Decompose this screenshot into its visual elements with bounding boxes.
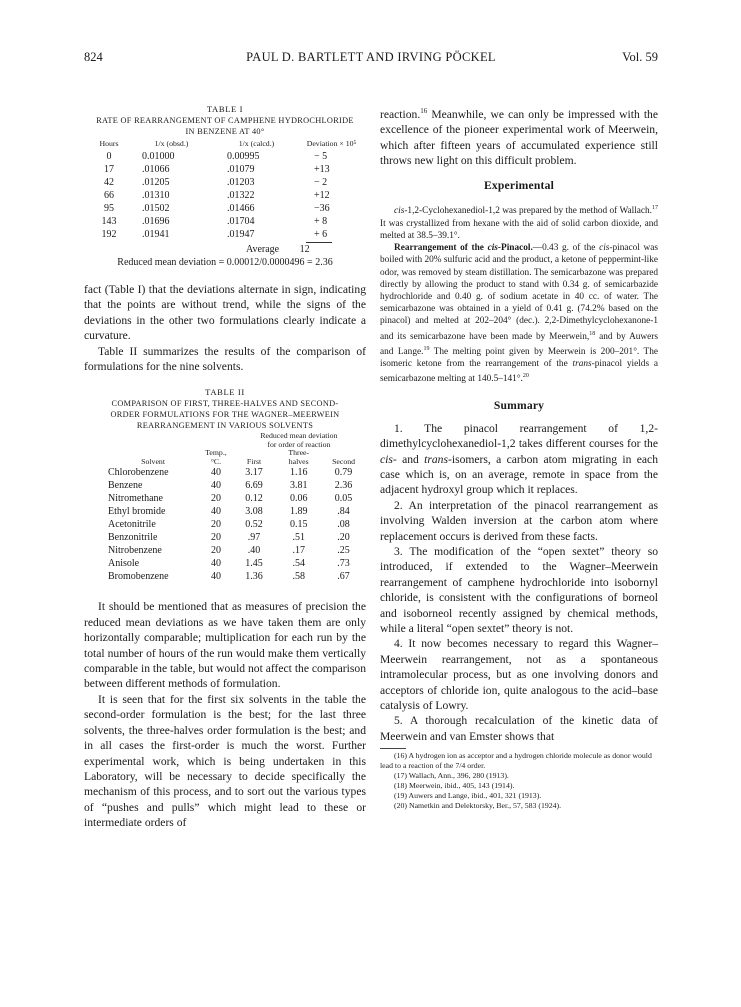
footnote-rule: [380, 748, 406, 749]
table-row: Benzene 40 6.69 3.81 2.36: [108, 480, 353, 492]
table2: [106, 432, 366, 583]
table-row: Ethyl bromide 40 3.08 1.89 .84: [108, 506, 350, 518]
summary-item-5: 5. A thorough recalculation of the kinetic data of Meerwein and van Emster shows that: [380, 714, 658, 743]
table-row: Anisole 40 1.45 .54 .73: [108, 558, 350, 570]
table-row: 66 .01310 .01322 +12: [104, 190, 330, 201]
table1: [90, 139, 365, 241]
table1-col-hours: Hours: [99, 139, 119, 148]
experimental-heading: Experimental: [483, 179, 555, 193]
table2-col-solvent: Solvent: [141, 456, 165, 466]
table-row: Benzonitrile 20 .97 .51 .20: [108, 532, 350, 544]
table2-caption-line1: COMPARISON OF FIRST, THREE-HALVES AND SECOND-: [111, 399, 339, 409]
summary-heading: Summary: [493, 398, 545, 412]
table2-col-temp: Temp., °C.: [205, 448, 227, 466]
footnote-16: (16) A hydrogen ion as acceptor and a hydrogen chloride molecule as donor would lead to a reaction of the 7/4 order.: [380, 751, 652, 771]
volume-label: Vol. 59: [622, 50, 658, 64]
table-row: Acetonitrile 20 0.52 0.15 .08: [108, 519, 350, 531]
experimental-paragraph-2: Rearrangement of the cis-Pinacol.—0.43 g. of the cis-pinacol was boiled with 20% sulfuric acid and the product, a ketone of peppermint-like odor, was removed by steam distillation. The semicarbazone was prepared directly by allowing the product to stand with 0.34 g. of semicarbazide hydrochloride and 0.40 g. of sodium acetate in 40 cc. of water. The semicarbazone was obtained in a yield of 0.41 g. (74.2% based on the pinacol) and melted at 202–204° (dec.). 2,2-Dimethylcyclohexanone-1 and its semicarbazone have been made by Meerwein,$^{18}$ and by Auwers and Lange.$^{19}$ The melting point given by Meerwein is 200–201°. The isomeric ketone from the rearrangement of the trans-pinacol yields a semicarbazone melting at 140.5–141°.$^{20}$: [380, 243, 658, 385]
table1-col-obsd: 1/x (obsd.): [154, 139, 189, 148]
table-row: Chlorobenzene 40 3.17 1.16 0.79: [108, 467, 353, 479]
left-paragraph-1: fact (Table I) that the deviations alternate in sign, indicating that the points are without trend, while the signs of the deviations in the other two formulations clearly indicate a curvature.: [84, 283, 366, 343]
right-paragraph-1: reaction.$^{16}$ Meanwhile, we can only be impressed with the excellence of the pioneer experimental work of Meerwein, which after fifteen years of accumulated experience still throws new light on this difficult problem.: [380, 107, 658, 168]
summary-item-2: 2. An interpretation of the pinacol rearrangement as involving Walden inversion at the carbon atom where replacement occurs is derived from these facts.: [380, 498, 658, 543]
page-number: 824: [84, 50, 103, 64]
table-row: Nitrobenzene 20 .40 .17 .25: [108, 545, 350, 557]
table2-group-header: Reduced mean deviation for order of reaction: [260, 431, 338, 449]
table-row: 95 .01502 .01466 −36: [104, 203, 330, 214]
summary-item-4: 4. It now becomes necessary to regard this Wagner–Meerwein rearrangement, not as a spontaneous intramolecular process, but as one involving donors and acceptors of chloride ion, quite analogous to the acid–base catalysis of Lowry.: [380, 637, 658, 713]
table2-col-first: First: [246, 456, 262, 466]
footnote-19: (19) Auwers and Lange, ibid., 401, 321 (1913).: [394, 791, 542, 801]
table2-caption-line2: ORDER FORMULATIONS FOR THE WAGNER–MEERWEIN: [110, 410, 340, 420]
footnote-20: (20) Nametkin and Delektorsky, Ber., 57, 583 (1924).: [394, 801, 562, 811]
running-header: [84, 50, 658, 68]
right-column: [380, 104, 658, 811]
running-title: PAUL D. BARTLETT AND IRVING PÖCKEL: [246, 50, 496, 64]
table1-label: TABLE I: [206, 104, 244, 114]
left-paragraph-3: It should be mentioned that as measures of precision the reduced mean deviations as we have taken them are only horizontally comparable; multiplication for each run by the total number of hours of the run would make them vertically comparable in the table, but would not affect the comparison between different methods of formulation.: [84, 600, 366, 691]
table2-header-row: [106, 449, 366, 466]
table-row: 17 .01066 .01079 +13: [104, 164, 330, 175]
average-value: 12: [299, 244, 310, 255]
table2-label: TABLE II: [205, 387, 245, 398]
table1-col-calcd: 1/x (calcd.): [238, 139, 275, 148]
footnote-17: (17) Wallach, Ann., 396, 280 (1913).: [394, 771, 509, 781]
table1-header-row: [90, 139, 365, 150]
average-rule: [306, 242, 332, 243]
left-paragraph-2: Table II summarizes the results of the comparison of formulations for the nine solvents.: [84, 344, 366, 374]
experimental-paragraph-1: cis-1,2-Cyclohexanediol-1,2 was prepared by the method of Wallach.$^{17}$ It was crystallized from hexane with the aid of solid carbon dioxide, and melted at 38.5–39.1°.: [380, 205, 658, 241]
left-column: [84, 104, 366, 831]
table2-col-three-halves: Three- halves: [288, 448, 310, 466]
table-row: 0 0.01000 0.00995 − 5: [106, 151, 328, 162]
left-paragraph-4: It is seen that for the first six solvents in the table the second-order formulation is the best; for the last three solvents, the three-halves order formulation is the best; and in all cases the first-order is much the worst. Further experimental work, which is being undertaken in this Laboratory, will be necessary to decide specifically the mechanism of this process, and to sort out the various types of “pushes and pulls” which might lead to these or intermediate orders of: [84, 692, 366, 830]
table1-average: [84, 244, 366, 255]
table-row: 192 .01941 .01947 + 6: [101, 229, 328, 240]
table-row: Bromobenzene 40 1.36 .58 .67: [108, 571, 350, 583]
table2-caption-line3: REARRANGEMENT IN VARIOUS SOLVENTS: [136, 421, 314, 431]
table2-col-second: Second: [332, 456, 356, 466]
table-row: Nitromethane 20 0.12 0.06 0.05: [108, 493, 353, 505]
summary-item-1: 1. The pinacol rearrangement of 1,2-dimethylcyclohexanediol-1,2 takes different courses for the cis- and trans-isomers, a carbon atom migrating in each case which is, on an average, remote in space from the adjacent hydroxyl group which it replaces.: [380, 421, 658, 497]
table1-col-deviation: Deviation × 10⁵: [306, 139, 357, 148]
footnote-18: (18) Meerwein, ibid., 405, 143 (1914).: [394, 781, 515, 791]
table1-caption-line1: RATE OF REARRANGEMENT OF CAMPHENE HYDROCHLORIDE: [96, 116, 354, 125]
table1-caption-line2: IN BENZENE AT 40°: [185, 127, 265, 136]
reduced-mean-deviation: Reduced mean deviation = 0.00012/0.0000496 = 2.36: [117, 257, 333, 268]
table-row: 143 .01696 .01704 + 8: [101, 216, 328, 227]
table-row: 42 .01205 .01203 − 2: [104, 177, 328, 188]
summary-item-3: 3. The modification of the “open sextet” theory so introduced, if extended to the Wagner–Meerwein rearrangement of camphene hydrochloride into isobornyl chloride, is consistent with the configurations of borneol and isoborneol recently assigned by chemical methods, while a literal “open sextet” theory is not.: [380, 544, 658, 635]
footnotes: [380, 751, 658, 811]
average-label: Average: [246, 244, 280, 255]
